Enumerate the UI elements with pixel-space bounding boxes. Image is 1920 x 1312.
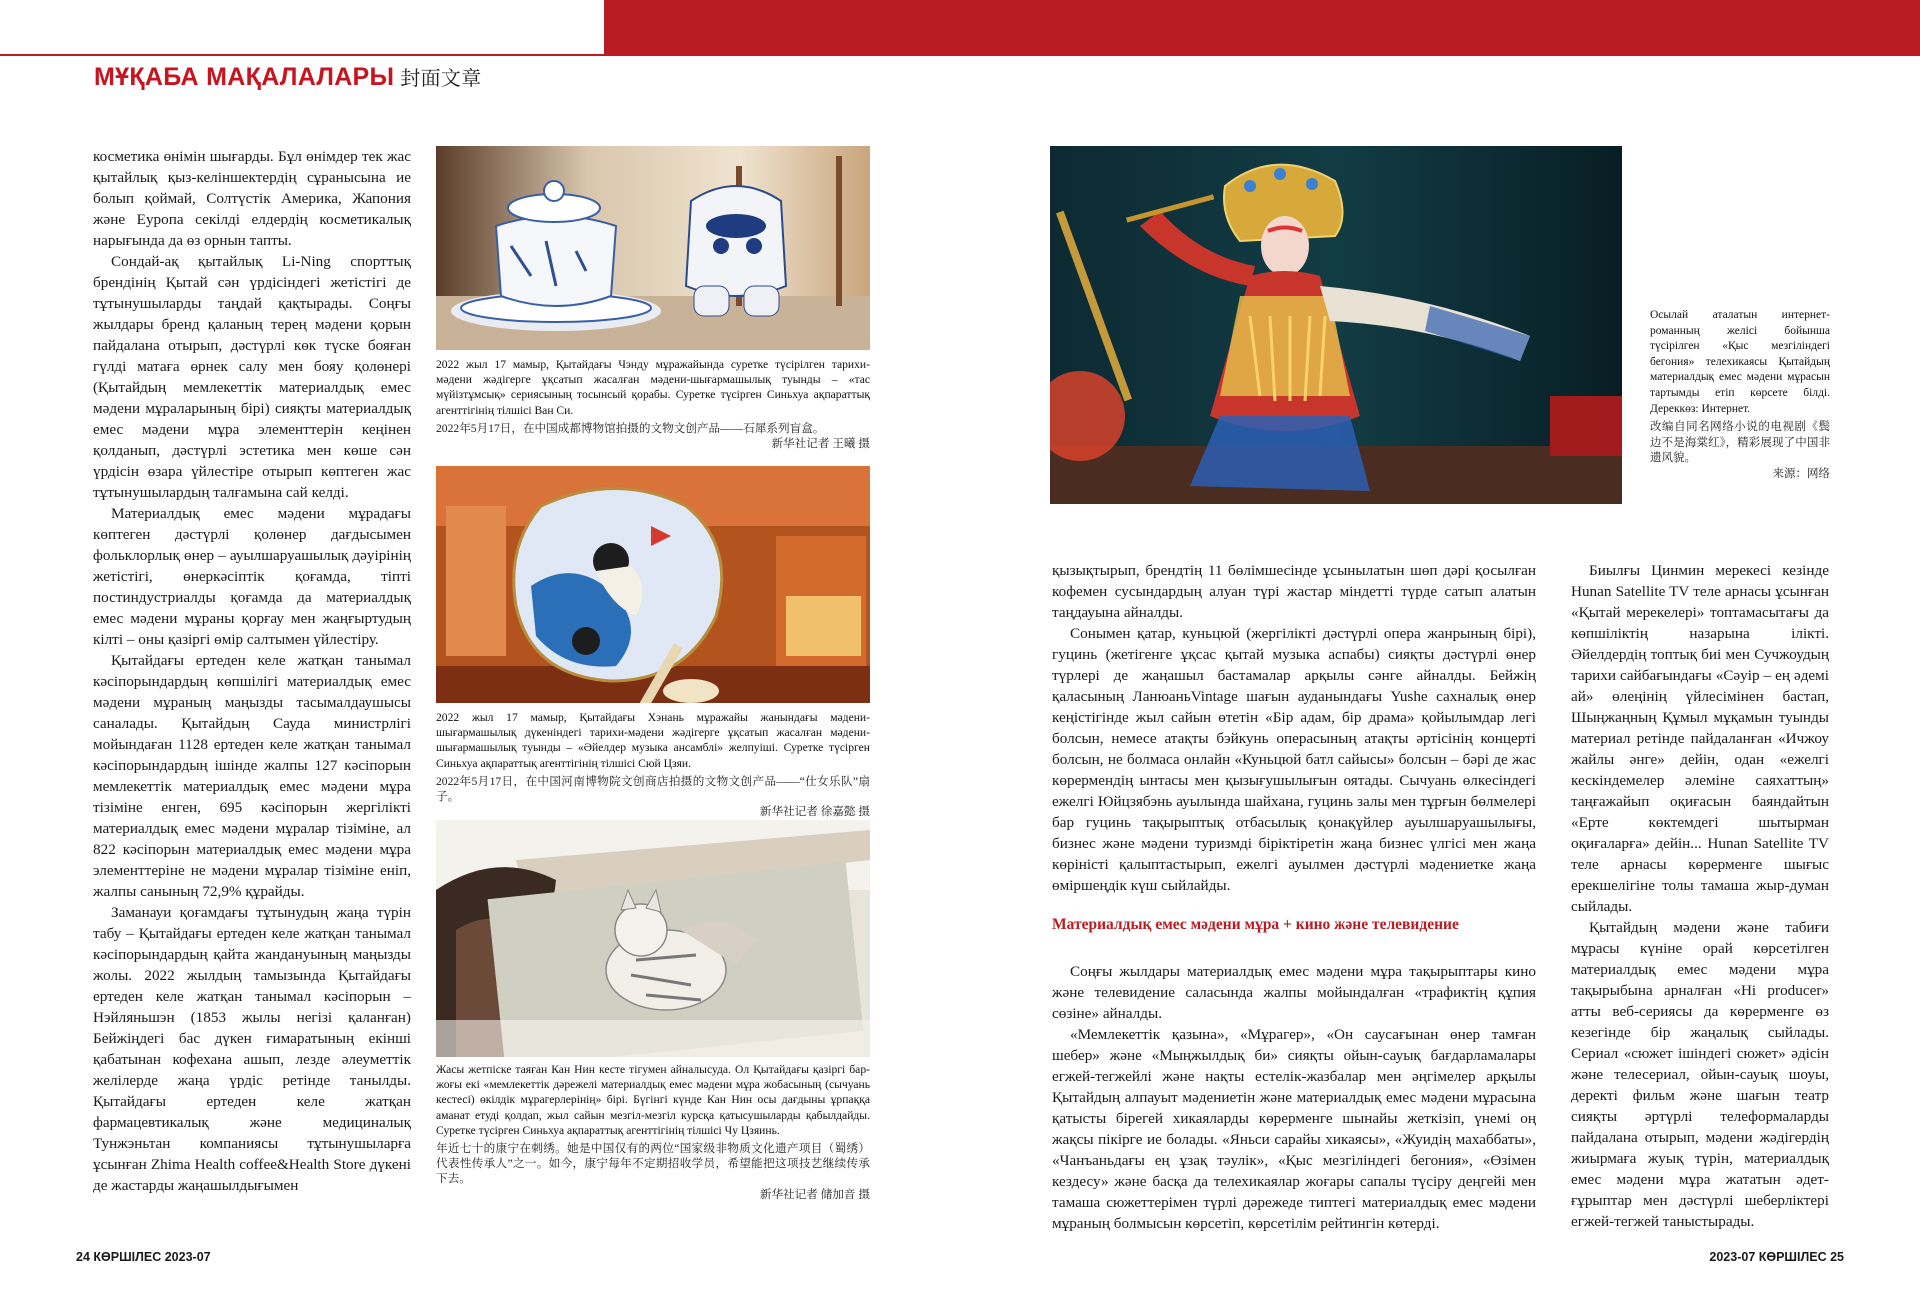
paragraph: «Мемлекеттік қазына», «Мұрагер», «Он саусағынан өнер тамған шебер» және «Мыңжылдық би» сияқты ойын-сауық бағдарламалары егжей-тегжейлі және нақты естелік-жазбалар мен әңгімелер арқылы Қытайдың алпауыт мәдениетін және материалдық емес мәдени мұрасына қатысты бірегей хикаяларды көрерменге шынайы жеткізіп, үнемі оң жақсы пікірге ие болады. «Яньси сарайы хикаясы», «Жуидің махаббаты», «Чанъаньдағы ең ұзақ тәулік», «Қыс мезгіліндегі бегония», «Өзімен кездесу» және басқа да телехикаялар жоғары сапалы түсіру деңгейі мен тамаша сюжеттерімен түрлі дәрежеде типтегі материалдық емес мәдени мұраның болмысын көрсетіп, көрсетілім рейтингін көтерді. (1052, 1026, 1536, 1232)
section-title-kk: МҰҚАБА МАҚАЛАЛАРЫ (94, 63, 395, 91)
page-number: 25 (1830, 1250, 1844, 1264)
caption-zh: 2022年5月17日，在中国河南博物院文创商店拍摄的文物文创产品——“仕女乐队”扇子。 (436, 774, 870, 804)
caption-text: Жасы жетпіске таяған Кан Нин кесте тігумен айналысуда. Ол Қытайдағы қазіргі бар-жоғы екі «мемлекеттік дәрежелі материалдық емес мәдени мұра жобасының (сычуань кестесі) өкілдік мұрагерлерінің» бірі. Бүгінгі күнде Кан Нин осы дағдыны ұрпаққа аманат етуді қолдап, жыл сайын мезгіл-мезгіл курсқа қатысушыларды қабылдайды. Суретке түсірген Синьхуа ақпараттық агенттігінің тілшісі Чу Цзяинь. (436, 1063, 870, 1137)
photo-fan (436, 466, 870, 703)
photo-rhino-blindbox-image (436, 146, 870, 350)
magazine-label: КӨРШІЛЕС 2023-07 (93, 1250, 211, 1264)
paragraph: Материалдық емес мәдени мұрадағы көптеген дәстүрлі қолөнер дағдысымен фольклорлық өнер – ауылшаруашылық дәуірінің жетістігі, өнеркәсіптік қоғамда, тіпті постиндустриалды қоғамда да материалдық емес мәдени мұраны қорғау мен жаңғыртудың кілті – оны қазіргі өмір салтымен үйлестіру. (93, 505, 411, 648)
photo-fan-caption (436, 710, 870, 819)
photo-embroidery-image (436, 820, 870, 1057)
photo-embroidery (436, 820, 870, 1057)
page-number: 24 (76, 1250, 90, 1264)
section-title (94, 62, 482, 92)
caption-credit-zh: 来源：网络 (1772, 467, 1830, 480)
caption-zh: 年近七十的康宁在刺绣。她是中国仅有的两位“国家级非物质文化遗产项目（蜀绣）代表性传承人”之一。如今，康宁每年不定期招收学员，希望能把这项技艺继续传承下去。 (436, 1142, 870, 1186)
paragraph: Сондай-ақ қытайлық Li-Ning спорттық брендінің Қытай сән үрдісіндегі жетістігі де тұтынушыларды таңдай қақтырады. Соңғы жылдары бренд қаланың терең мәдени қорын пайдалана отырып, дәстүрлі көк түске бояған гүлді матаға өрнек салу мен бояу қолөнері (Қытайдың мемлекеттік материалдық емес мәдени мұраларының бірі) сияқты материалдық емес мәдени мұра элементтерін кеңінен қолданып, дәстүрлі эстетика мен көше сән үрдісін өзара үйлестіре отырып көптеген жас тұтынушылардың талғамына сай келді. (93, 253, 411, 501)
section-title-zh: 封面文章 (400, 68, 482, 90)
paragraph: қызықтырып, брендтің 11 бөлімшесінде ұсынылатын шөп дәрі қосылған кофемен сусындардың алуан түрі жастар міндетті түрде сатып алатын таңдауына айналды. (1052, 562, 1536, 621)
caption-text: 2022 жыл 17 мамыр, Қытайдағы Чэнду мұражайында суретке түсірілген тарихи-мәдени жәдігерге ұқсатып жасалған мәдени-шығармашылық туынды – «тас мүйізтұмсық» сериясының тосынсый қорабы. Суретке түсірген Синьхуа ақпараттық агенттігінің тілшісі Ван Си. (436, 358, 870, 417)
paragraph: Қытайдың мәдени және табиғи мұрасы күніне орай көрсетілген материалдық емес мәдени мұра тақырыбына арналған «Hi producer» атты веб-сериясы да көрерменге өз кезегінде бір жаңалық сыйлады. Сериал «сюжет ішіндегі сюжет» әдісін және телесериал, ойын-сауық шоуы, деректі фильм және шағын театр сияқты әртүрлі телеформаларды пайдалана отырып, мәдени жәдігердің жиырмаға жуық түрін, материалдық емес мәдени мұра жататын әдет-ғұрыптар мен дәстүрлі шеберліктері егжей-тегжей таныстырады. (1571, 919, 1829, 1230)
caption-zh: 改编自同名网络小说的电视剧《鬓边不是海棠红》，精彩展现了中国非遗风貌。 (1650, 421, 1830, 465)
caption-zh: 2022年5月17日，在中国成都博物馆拍摄的文物文创产品——石犀系列盲盒。 (436, 421, 825, 435)
photo-rhino-blindbox (436, 146, 870, 350)
photo-embroidery-caption (436, 1062, 870, 1202)
left-column-text (93, 146, 411, 1196)
right-column-a-text (1052, 560, 1536, 1234)
caption-text: Осылай аталатын интернет-романның желісі бойынша түсірілген «Қыс мезгіліндегі бегония» телехикаясы Қытайдың материалдық емес мәдени мұрасын тартымды етіп көрсете білді. Дереккөз: Интернет. (1650, 309, 1830, 415)
caption-credit-zh: 新华社记者 储加音 摄 (759, 1187, 870, 1201)
magazine-label: 2023-07 КӨРШІЛЕС (1709, 1250, 1827, 1264)
photo-opera-caption (1650, 308, 1830, 483)
paragraph: Заманауи қоғамдағы тұтынудың жаңа түрін табу – Қытайдағы ертеден келе жатқан танымал кәсіпорындардың қайта жандануының маңызды жолы. 2022 жылдың тамызында Қытайдағы ертеден келе жатқан танымал кәсіпорын – Нэйляньшэн (1853 жылы негізі қаланған) Бейжіңдегі бас дүкен ғимаратының екінші қабатынан кофехана ашып, лезде әлеуметтік желілерде жаңа үрдіс ретінде танылды. Қытайдағы ертеден келе жатқан фармацевтикалық және медициналық Тунжэньтан компаниясы тұтынушыларға ұсынған Zhima Health coffee&Health Store дүкені де жастарды жаңашылдығымен (93, 904, 411, 1194)
subheading: Материалдық емес мәдени мұра + кино және телевидение (1052, 916, 1459, 933)
paragraph: косметика өнімін шығарды. Бұл өнімдер тек жас қытайлық қыз-келіншектердің сұранысына ие болып қоймай, Солтүстік Америка, Жапония және Еуропа секілді елдердің косметикалық нарығында да өз орнын тапты. (93, 148, 411, 249)
right-column-b-text (1571, 560, 1829, 1232)
header-rule (0, 54, 604, 56)
caption-credit-zh: 新华社记者 徐嘉懿 摄 (759, 805, 870, 819)
right-footer (1709, 1250, 1844, 1264)
photo-opera (1050, 146, 1622, 504)
paragraph: Соңғы жылдары материалдық емес мәдени мұра тақырыптары кино және телевидение саласында жалпы мойындалған «трафиктің құпия сөзіне» айналды. (1052, 963, 1536, 1022)
left-footer (76, 1250, 211, 1264)
paragraph: Қытайдағы ертеден келе жатқан танымал кәсіпорындардың көпшілігі материалдық емес мәдени мұраның маңызды тасымалдаушысы саналады. Қытайдың Сауда министрлігі мойындаған 1128 ертеден келе жатқан танымал кәсіпорындардың ішінде жалпы 127 кәсіпорын мемлекеттік материалдық емес мәдени мұра тізіміне енген, 695 кәсіпорын жергілікті материалдық емес мәдени мұралар тізіміне, ал 822 кәсіпорын материалдық емес мәдени мұра элементтеріне не мәдени мұралар тізіміне еніп, жалпы санының 72,9% құрайды. (93, 652, 411, 900)
paragraph: Биылғы Цинмин мерекесі кезінде Hunan Satellite TV теле арнасы ұсынған «Қытай мерекелері» топтамасытағы да көпшіліктің назарына ілікті. Әйелдердің топтық биі мен Сучжоудың тарихи сайбағындағы «Сәуір – ең әдемі ай» өлеңінің үйлесімінен бастап, Шыңжаңның Құмыл мұқамын туынды материал ретінде пайдаланған «Ичжоу жайлы әнге» дейін, одан «ежелгі кескіндемелер әлеміне саяхаттың» таңғажайып оқиғасын баяндайтын «Ерте көктемдегі шытырман оқиғаларға» дейін... Hunan Satellite TV теле арнасы көрерменге шығыс ерекшелігіне толы тамаша жыр-думан сыйлады. (1571, 562, 1829, 915)
paragraph: Сонымен қатар, куньцюй (жергілікті дәстүрлі опера жанрының бірі), гуцинь (жетігенге ұқсас қытай музыка аспабы) сияқты дәстүрлі өнер түрлері де жаңашыл бастамалар арқылы сәнге айналды. Бейжің қаласының ЛанюаньVintage шағын ауданындағы Yushe сахналық өнер кеңістігінде жыл сайын өтетін «Бір адам, бір драма» қойылымдар легі болсын, немесе атақты бэйкунь операсының атақты әртісінің концерті болсын, не болмаса онлайн «Куньцюй батл сайысы» болсын – бәрі де жас көрермендің ынтасы мен қызығушылығын оятады. Сычуань өлкесіндегі ежелгі Юйцзябэнь ауылында шайхана, гуцинь залы мен тұрғын бөлмелері бар гуцинь тақырыптық отбасылық қонақүйлер ауылшаруашылығы, бизнес және мәдени туризмді біріктіретін жаңа бизнес үлгісі мен жаңа көріністі қалыптастырып, ежелгі ауылмен дәстүрлі мәдениетке жаңа өміршеңдік күш сыйлайды. (1052, 625, 1536, 894)
header-red-bar (604, 0, 1920, 56)
photo-fan-image (436, 466, 870, 703)
caption-text: 2022 жыл 17 мамыр, Қытайдағы Хэнань мұражайы жанындағы мәдени-шығармашылық дүкеніндегі тарихи-мәдени жәдігерге ұқсатып жасалған мәдени-шығармашылық туынды – «Әйелдер музыка ансамблі» желпуіші. Суретке түсірген Синьхуа ақпараттық агенттігінің тілшісі Сюй Цзяи. (436, 711, 870, 770)
photo-opera-image (1050, 146, 1622, 504)
caption-credit-zh: 新华社记者 王曦 摄 (771, 437, 870, 451)
photo-rhino-caption (436, 357, 870, 451)
